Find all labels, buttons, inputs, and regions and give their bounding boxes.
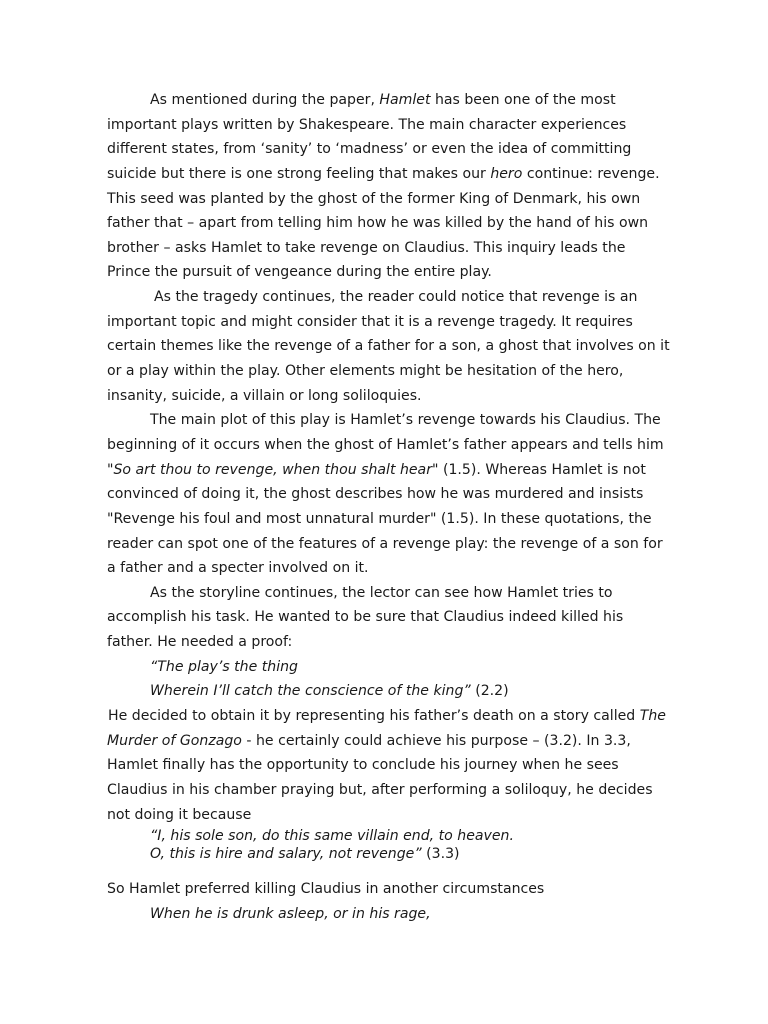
paragraph-1 — [107, 88, 667, 285]
text-line — [107, 605, 667, 630]
text-run: important topic and might consider that it is a revenge tragedy. It requires — [107, 313, 633, 330]
quote-line — [107, 679, 667, 704]
quote-line — [107, 845, 667, 863]
block-quote-2 — [107, 827, 667, 863]
italic-run: Hamlet — [379, 92, 431, 108]
text-line — [107, 334, 670, 359]
text-run: certain themes like the revenge of a father for a son, a ghost that involves on it — [107, 338, 670, 355]
text-line — [107, 408, 667, 433]
block-quote-3 — [107, 902, 667, 927]
text-line — [107, 359, 667, 384]
text-run: Claudius in his chamber praying but, after performing a soliloquy, he decides — [107, 781, 653, 798]
text-line — [107, 162, 667, 187]
text-run: Hamlet finally has the opportunity to conclude his journey when he sees — [107, 757, 619, 774]
text-line — [107, 482, 667, 507]
text-line — [107, 433, 667, 458]
italic-run: “I, his sole son, do this same villain end, to heaven. — [150, 828, 514, 845]
text-run: suicide but there is one strong feeling that makes our — [107, 165, 491, 182]
text-line — [107, 310, 667, 335]
text-run: father that – apart from telling him how he was killed by the hand of his own — [107, 215, 649, 232]
text-run: father. He needed a proof: — [107, 634, 293, 651]
text-line — [107, 778, 667, 803]
text-line — [107, 704, 667, 729]
text-line — [107, 260, 667, 285]
italic-run: “The play’s the thing — [150, 658, 298, 675]
text-line — [107, 803, 667, 828]
quote-line — [107, 902, 667, 927]
quote-line — [107, 827, 667, 845]
text-run: " (1.5). Whereas Hamlet is not — [431, 461, 646, 478]
text-run: important plays written by Shakespeare. The main character experiences — [107, 116, 627, 133]
text-run: brother – asks Hamlet to take revenge on Claudius. This inquiry leads the — [107, 239, 626, 256]
text-run: has been one of the most — [430, 92, 616, 108]
paragraph-5 — [107, 704, 667, 827]
text-line — [107, 729, 667, 754]
text-line — [107, 753, 667, 778]
text-line — [107, 113, 667, 138]
text-run: Prince the pursuit of vengeance during the entire play. — [107, 264, 492, 281]
italic-run: Murder of Gonzago — [107, 732, 242, 749]
text-line — [107, 630, 667, 655]
text-run: So Hamlet preferred killing Claudius in another circumstances — [107, 881, 545, 898]
text-run: As the storyline continues, the lector can see how Hamlet tries to — [150, 584, 613, 601]
text-line — [107, 458, 667, 483]
text-line — [107, 88, 667, 113]
text-run: continue: revenge. — [522, 165, 660, 182]
text-run: insanity, suicide, a villain or long soliloquies. — [107, 387, 422, 404]
spacer — [107, 863, 667, 877]
text-run: not doing it because — [107, 806, 252, 823]
text-line — [107, 581, 667, 606]
text-run: "Revenge his foul and most unnatural murder" (1.5). In these quotations, the — [107, 510, 652, 527]
text-line — [107, 187, 667, 212]
text-line — [107, 137, 667, 162]
italic-run: Wherein I’ll catch the conscience of the king” — [150, 683, 471, 700]
text-line — [107, 877, 667, 902]
text-run: a father and a specter involved on it. — [107, 560, 369, 577]
text-line — [107, 507, 667, 532]
italic-run: O, this is hire and salary, not revenge” — [150, 846, 422, 863]
text-run: " — [107, 461, 114, 478]
paragraph-3 — [107, 408, 667, 580]
text-run: accomplish his task. He wanted to be sure that Claudius indeed killed his — [107, 609, 624, 626]
text-run: The main plot of this play is Hamlet’s revenge towards his Claudius. The — [150, 412, 661, 429]
block-quote-1 — [107, 655, 667, 704]
paragraph-4 — [107, 581, 667, 655]
text-run: or a play within the play. Other elements might be hesitation of the hero, — [107, 363, 624, 380]
text-line — [107, 211, 667, 236]
text-run: beginning of it occurs when the ghost of Hamlet’s father appears and tells him — [107, 436, 664, 453]
italic-run: So art thou to revenge, when thou shalt hear — [113, 461, 432, 478]
text-line — [107, 285, 667, 310]
paragraph-6 — [107, 877, 667, 902]
text-line — [107, 236, 667, 261]
text-line — [107, 532, 667, 557]
text-run: - he certainly could achieve his purpose – (3.2). In 3.3, — [241, 732, 631, 749]
text-run: As mentioned during the paper, — [150, 92, 380, 108]
text-run: This seed was planted by the ghost of the former King of Denmark, his own — [107, 190, 641, 207]
text-run: (3.3) — [421, 846, 460, 863]
paragraph-2 — [107, 285, 670, 408]
text-line — [107, 384, 667, 409]
text-run: He decided to obtain it by representing his father’s death on a story called — [108, 708, 640, 725]
quote-line — [107, 655, 667, 680]
italic-run: When he is drunk asleep, or in his rage, — [150, 905, 431, 922]
text-run: As the tragedy continues, the reader could notice that revenge is an — [154, 289, 638, 306]
text-run: different states, from ‘sanity’ to ‘madness’ or even the idea of committing — [107, 141, 632, 158]
text-run: convinced of doing it, the ghost describes how he was murdered and insists — [107, 486, 644, 503]
text-run: reader can spot one of the features of a revenge play: the revenge of a son for — [107, 535, 663, 552]
text-line — [107, 556, 667, 581]
text-run: (2.2) — [470, 683, 509, 700]
italic-run: The — [639, 708, 666, 725]
italic-run: hero — [490, 165, 523, 182]
document-body — [107, 88, 670, 927]
